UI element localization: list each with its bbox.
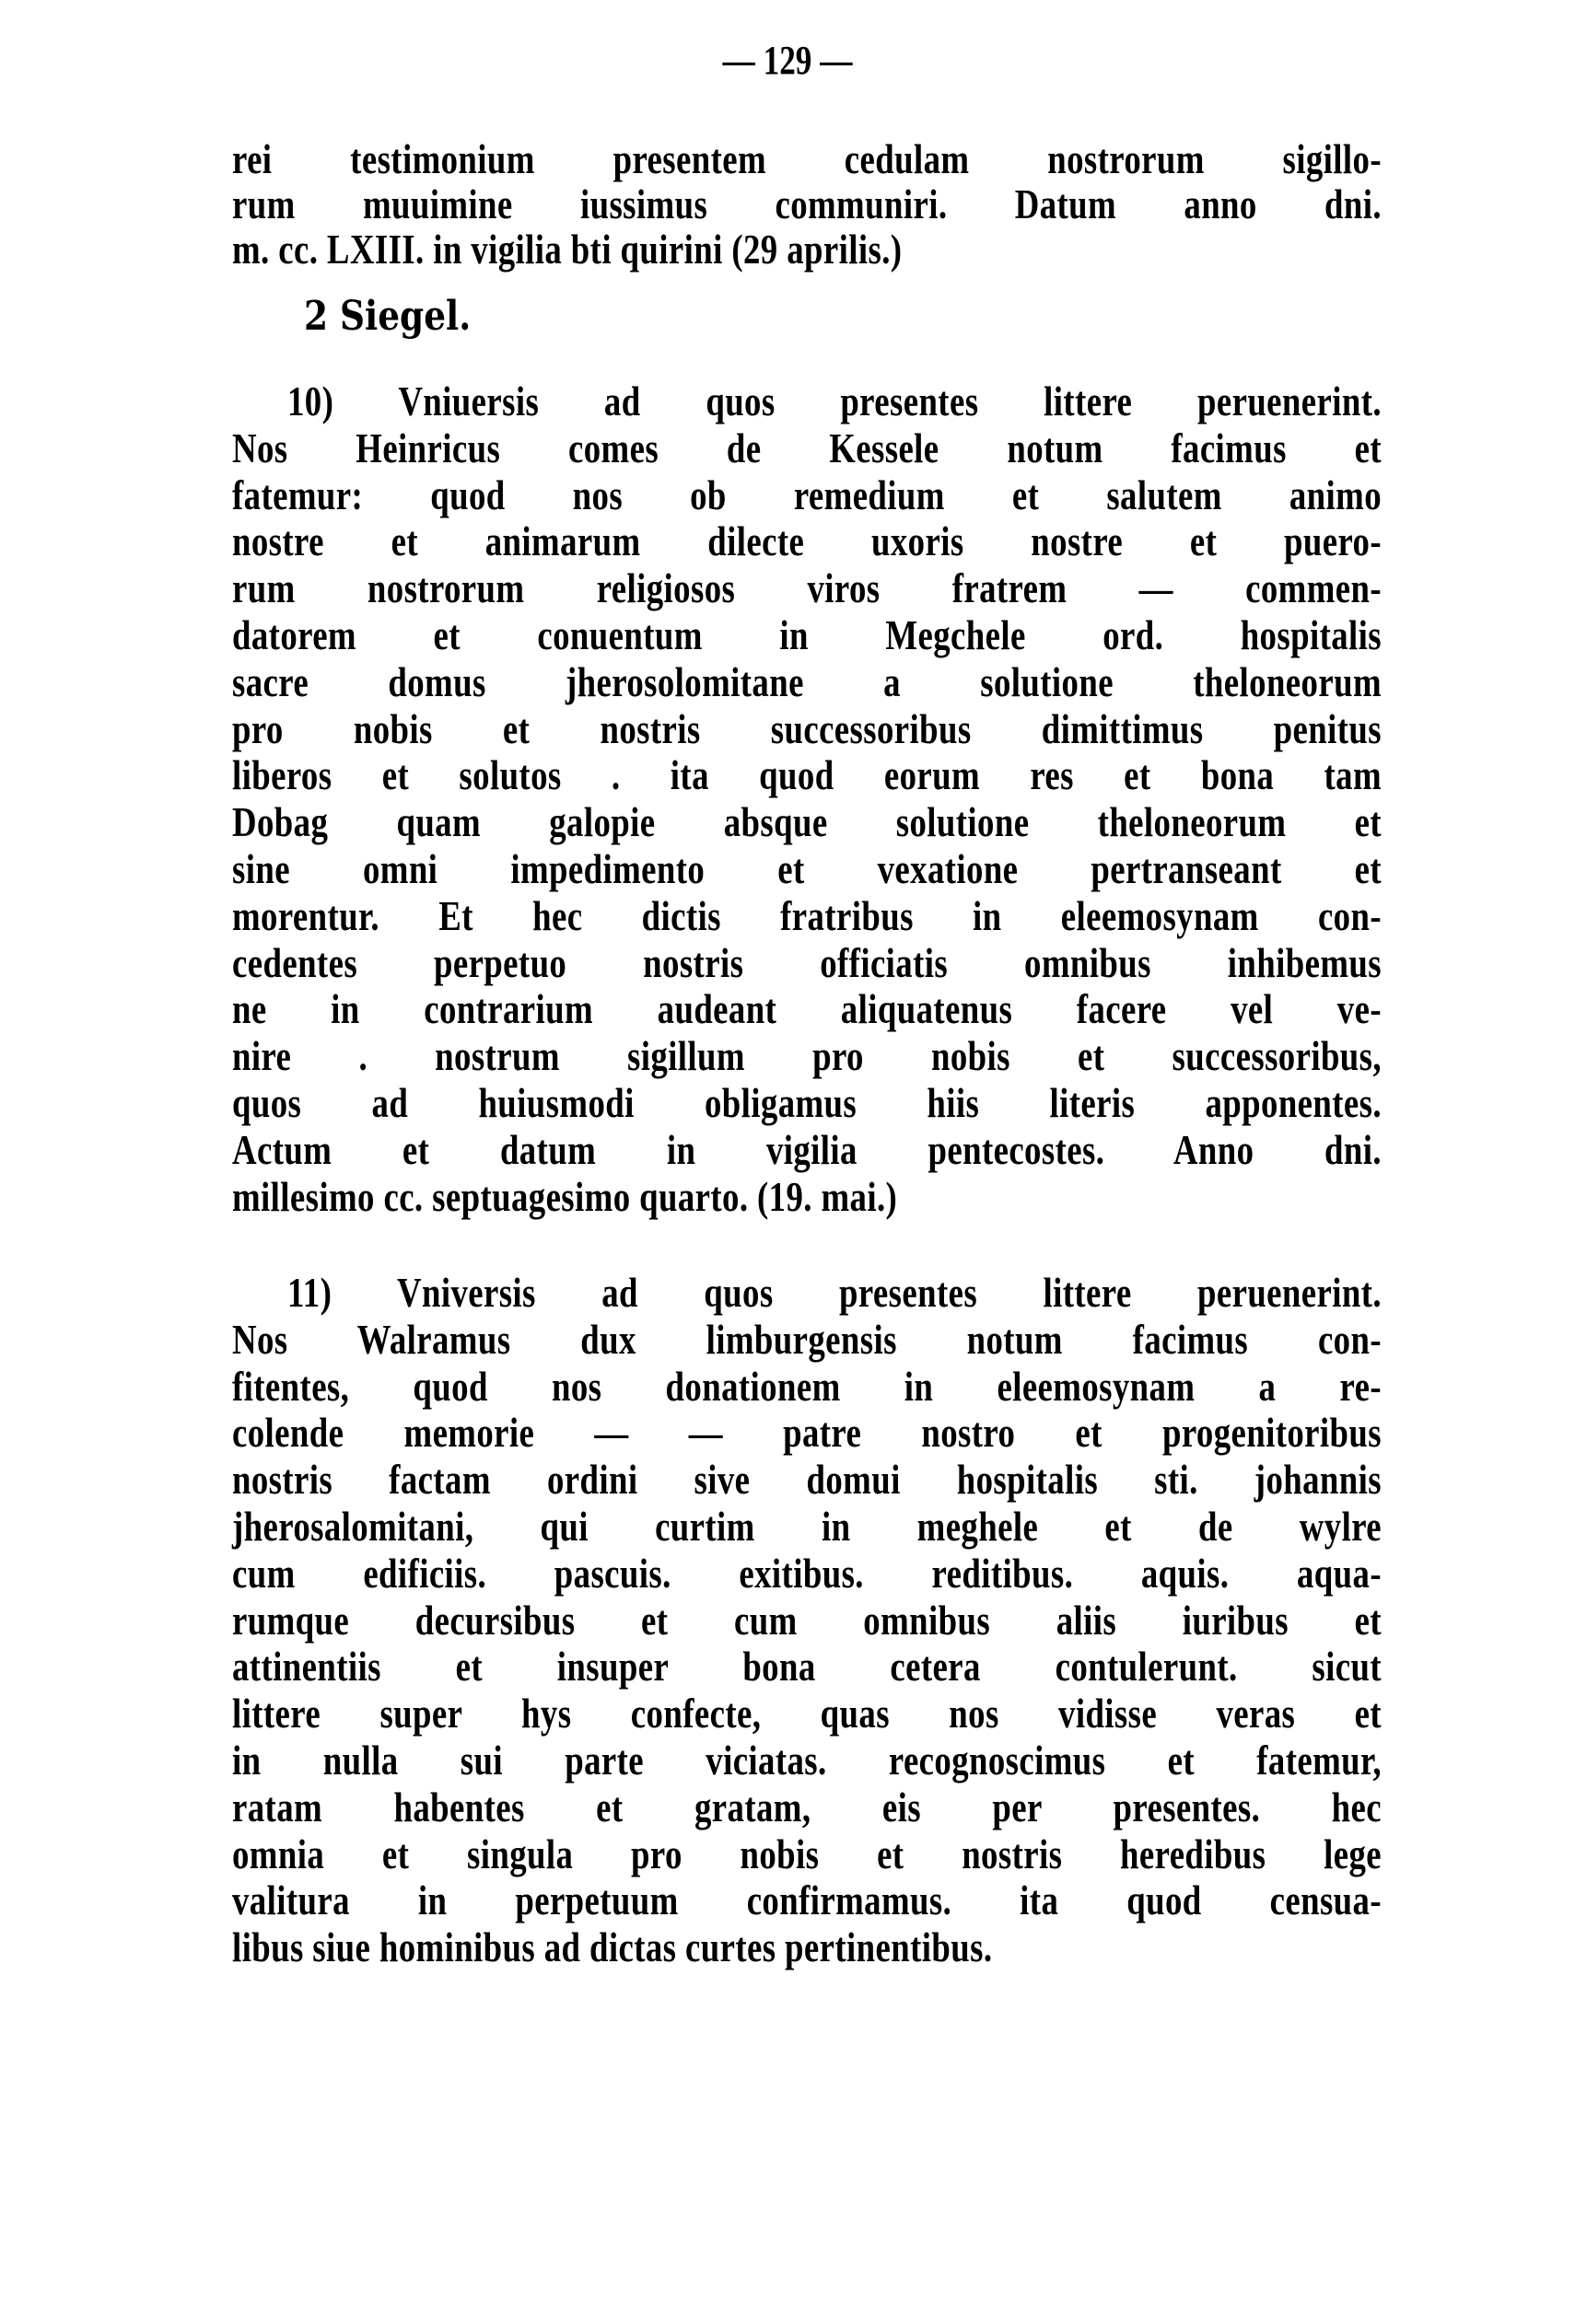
text-line: libus siue hominibus ad dictas curtes pertinentibus. — [232, 1923, 993, 1970]
text-line: millesimo cc. septuagesimo quarto. (19. mai.) — [232, 1173, 898, 1220]
text-line: Nos Walramus dux limburgensis notum facimus con- — [232, 1316, 1382, 1363]
text-line: littere super hys confecte, quas nos vidisse veras et — [232, 1690, 1382, 1737]
text-line: 11) Vniversis ad quos presentes littere peruenerint. — [287, 1269, 1382, 1316]
text-line: rumque decursibus et cum omnibus aliis iuribus et — [232, 1597, 1382, 1644]
text-line: liberos et solutos . ita quod eorum res et bona tam — [232, 751, 1382, 798]
text-line: colende memorie — — patre nostro et progenitoribus — [232, 1409, 1382, 1456]
text-line: quos ad huiusmodi obligamus hiis literis apponentes. — [232, 1079, 1382, 1126]
text-line: rum nostrorum religiosos viros fratrem — commen- — [232, 564, 1382, 611]
text-line: Dobag quam galopie absque solutione theloneorum et — [232, 798, 1382, 845]
text-line: sine omni impedimento et vexatione pertranseant et — [232, 845, 1382, 892]
text-line: Actum et datum in vigilia pentecostes. Anno dni. — [232, 1126, 1382, 1173]
text-line: 10) Vniuersis ad quos presentes littere peruenerint. — [287, 378, 1382, 424]
text-line: fitentes, quod nos donationem in eleemosynam a re- — [232, 1363, 1382, 1410]
text-line: omnia et singula pro nobis et nostris heredibus lege — [232, 1830, 1382, 1877]
text-line: valitura in perpetuum confirmamus. ita quod censua- — [232, 1877, 1382, 1923]
page-number: — 129 — — [722, 38, 853, 83]
text-line: cum edificiis. pascuis. exitibus. reditibus. aquis. aqua- — [232, 1550, 1382, 1597]
text-line: ratam habentes et gratam, eis per presentes. hec — [232, 1784, 1382, 1830]
seal-note: 2 Siegel. — [304, 293, 472, 340]
text-line: jherosalomitani, qui curtim in meghele et de wylre — [232, 1503, 1382, 1550]
text-line: rei testimonium presentem cedulam nostrorum sigillo- — [232, 135, 1382, 182]
text-line: attinentiis et insuper bona cetera contulerunt. sicut — [232, 1643, 1382, 1690]
text-line: morentur. Et hec dictis fratribus in eleemosynam con- — [232, 892, 1382, 939]
text-line: fatemur: quod nos ob remedium et salutem animo — [232, 471, 1382, 518]
text-line: cedentes perpetuo nostris officiatis omnibus inhibemus — [232, 939, 1382, 986]
text-line: nire . nostrum sigillum pro nobis et successoribus, — [232, 1032, 1382, 1079]
text-line: m. cc. LXIII. in vigilia bti quirini (29 aprilis.) — [232, 226, 903, 273]
text-line: nostris factam ordini sive domui hospitalis sti. johannis — [232, 1456, 1382, 1503]
text-line: rum muuimine iussimus communiri. Datum anno dni. — [232, 180, 1382, 227]
text-line: pro nobis et nostris successoribus dimittimus penitus — [232, 705, 1382, 752]
text-line: in nulla sui parte viciatas. recognoscimus et fatemur, — [232, 1737, 1382, 1784]
text-line: nostre et animarum dilecte uxoris nostre et puero- — [232, 517, 1382, 564]
text-line: ne in contrarium audeant aliquatenus facere vel ve- — [232, 985, 1382, 1032]
text-line: Nos Heinricus comes de Kessele notum facimus et — [232, 424, 1382, 471]
text-line: sacre domus jherosolomitane a solutione theloneorum — [232, 658, 1382, 705]
text-line: datorem et conuentum in Megchele ord. hospitalis — [232, 611, 1382, 658]
